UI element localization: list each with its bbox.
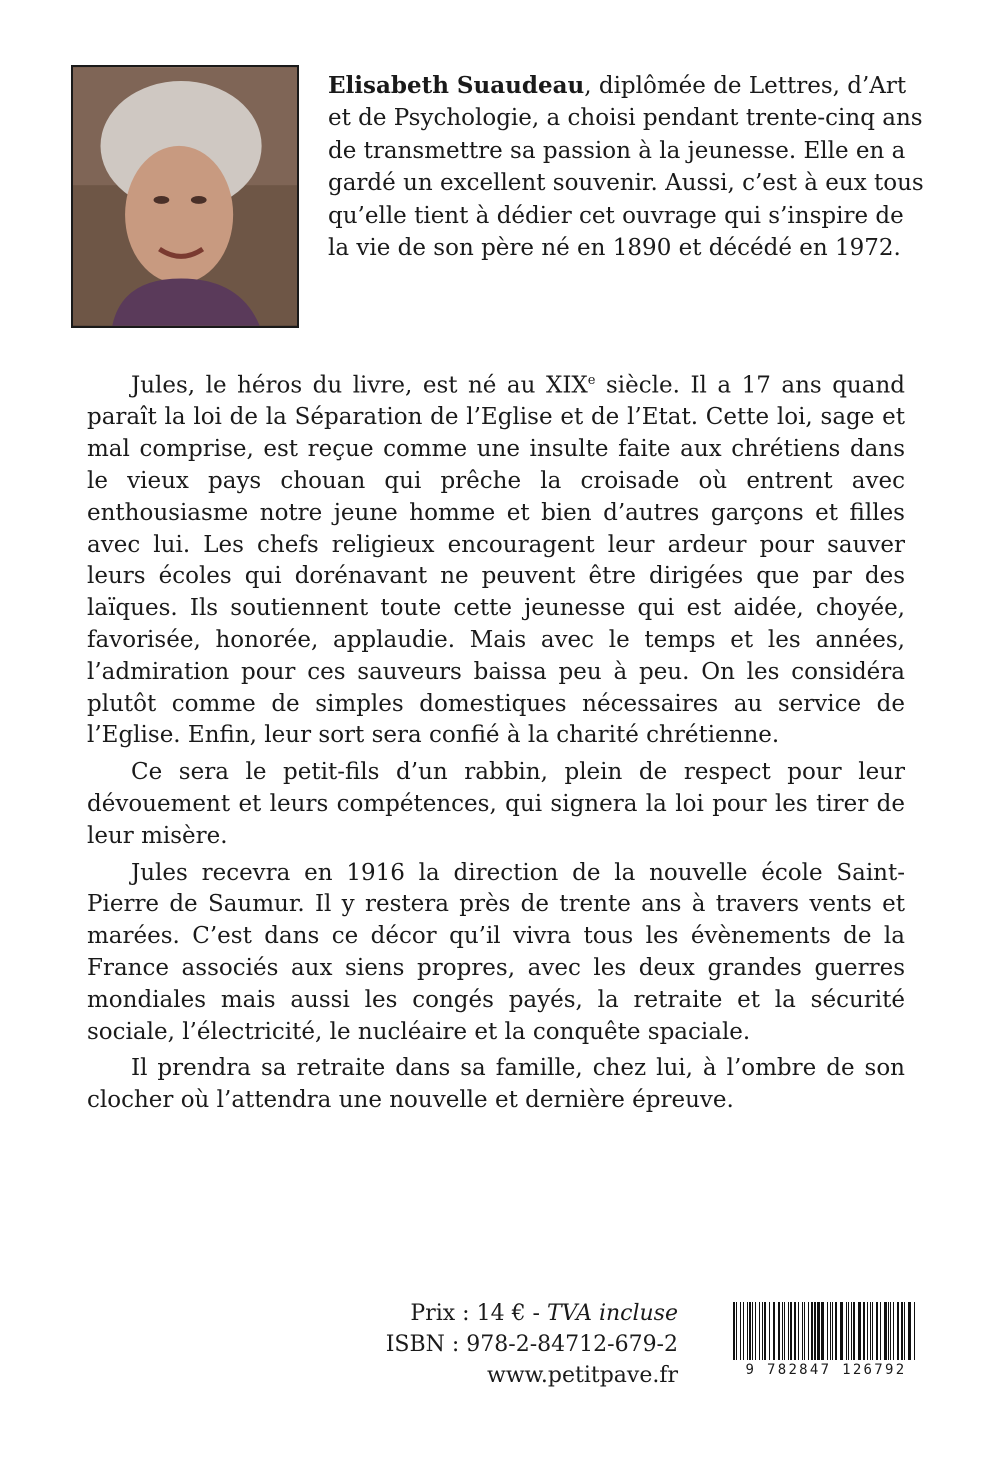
summary-paragraph-3: Jules recevra en 1916 la direction de la nouvelle école Saint-Pierre de Saumur. Il y restera près de trente ans à travers vents et marées. C’est dans ce décor qu’il vivra tous les évènements de la France associés aux siens propres, avec les deux grandes guerres mondiales mais aussi les congés payés, la retraite et la sécurité sociale, l’électricité, le nucléaire et la conquête spaciale. xyxy=(87,859,905,1045)
isbn: ISBN : 978-2-84712-679-2 xyxy=(385,1332,678,1357)
author-portrait-icon xyxy=(73,67,297,326)
barcode-bar xyxy=(863,1302,865,1360)
barcode-bar xyxy=(808,1302,809,1360)
barcode-icon xyxy=(731,1302,921,1360)
barcode-bar xyxy=(827,1302,828,1360)
barcode-bar xyxy=(851,1302,852,1360)
barcode-bar xyxy=(769,1302,770,1360)
barcode-bar xyxy=(814,1302,816,1360)
summary-paragraph-1-start: Jules, le héros du livre, est né au XIX xyxy=(131,372,588,399)
barcode-bar xyxy=(832,1302,833,1360)
barcode-bar xyxy=(782,1302,783,1360)
summary-paragraph-1-rest: siècle. Il a 17 ans quand paraît la loi de la Séparation de l’Eglise et de l’Etat. Cette loi, sage et mal comprise, est reçue comme une insulte faite aux chrétiens dans le vieux pays chouan qui prêche la croisade où entrent avec enthousiasme notre jeune homme et bien d’autres garçons et filles avec lui. Les chefs religieux encouragent leur ardeur pour sauver leurs écoles qui dorénavant ne peuvent être dirigées que par des laïques. Ils soutiennent toute cette jeunesse qui est aidée, choyée, favorisée, honorée, applaudie. Mais avec le temps et les années, l’admiration pour ces sauveurs baissa peu à peu. On les considéra plutôt comme de simples domestiques nécessaires au service de l’Eglise. Enfin, leur sort sera confié à la charité chrétienne. xyxy=(87,372,905,749)
barcode-bar xyxy=(743,1302,744,1360)
author-name: Elisabeth Suaudeau xyxy=(328,72,585,99)
price-line xyxy=(386,1298,678,1329)
barcode-bar xyxy=(848,1302,849,1360)
summary-paragraph-1 xyxy=(87,365,905,752)
barcode-bar xyxy=(811,1302,813,1360)
barcode-bar xyxy=(788,1302,789,1360)
barcode-bar xyxy=(901,1302,903,1360)
barcode-bar xyxy=(876,1302,878,1360)
barcode-bar xyxy=(784,1302,785,1360)
barcode-bar xyxy=(890,1302,891,1360)
barcode-bar xyxy=(821,1302,824,1360)
book-summary xyxy=(87,365,905,1122)
barcode-bar xyxy=(893,1302,894,1360)
summary-paragraph-4: Il prendra sa retraite dans sa famille, chez lui, à l’ombre de son clocher où l’attendra une nouvelle et dernière épreuve. xyxy=(87,1055,905,1114)
author-photo xyxy=(71,65,299,328)
barcode-bar xyxy=(794,1302,796,1360)
barcode-bar xyxy=(867,1302,868,1360)
barcode-bar xyxy=(914,1302,915,1360)
barcode-bar xyxy=(733,1302,735,1360)
barcode-bar xyxy=(884,1302,887,1360)
barcode-bar xyxy=(835,1302,837,1360)
barcode-bar xyxy=(740,1302,741,1360)
barcode-bar xyxy=(908,1302,911,1360)
barcode-bar xyxy=(830,1302,831,1360)
barcode-bar xyxy=(846,1302,847,1360)
barcode-bar xyxy=(872,1302,873,1360)
barcode-bar xyxy=(840,1302,843,1360)
barcode-bar xyxy=(752,1302,753,1360)
barcode-bar xyxy=(759,1302,760,1360)
barcode-bar xyxy=(817,1302,820,1360)
barcode-bar xyxy=(778,1302,780,1360)
summary-paragraph-2: Ce sera le petit-fils d’un rabbin, plein de respect pour leur dévouement et leurs compétences, qui signera la loi pour les tirer de leur misère. xyxy=(87,759,905,849)
barcode-bar xyxy=(747,1302,748,1360)
publisher-website: www.petitpave.fr xyxy=(487,1363,678,1388)
barcode-bar xyxy=(870,1302,871,1360)
author-bio xyxy=(328,70,928,264)
barcode-bar xyxy=(755,1302,756,1360)
barcode-bar xyxy=(853,1302,855,1360)
barcode-bar xyxy=(858,1302,861,1360)
publication-info xyxy=(386,1298,678,1391)
barcode-bar xyxy=(749,1302,751,1360)
barcode-bar xyxy=(880,1302,881,1360)
barcode-bar xyxy=(904,1302,905,1360)
barcode-digits: 9 782847 126792 xyxy=(745,1362,907,1378)
author-bio-text: , diplômée de Lettres, d’Art et de Psychologie, a choisi pendant trente-cinq ans de transmettre sa passion à la jeunesse. Elle en a gardé un excellent souvenir. Aussi, c’est à eux tous qu’elle tient à dédier cet ouvrage qui s’inspire de la vie de son père né en 1890 et décédé en 1972. xyxy=(328,73,924,262)
barcode-bar xyxy=(897,1302,899,1360)
barcode-bar xyxy=(790,1302,792,1360)
century-superscript: e xyxy=(587,373,596,388)
barcode-bar xyxy=(762,1302,763,1360)
tax-note: TVA incluse xyxy=(547,1301,678,1326)
barcode-bar xyxy=(736,1302,737,1360)
barcode-bar xyxy=(764,1302,766,1360)
price: Prix : 14 € - xyxy=(410,1301,547,1326)
barcode-bar xyxy=(802,1302,803,1360)
barcode-bar xyxy=(773,1302,775,1360)
barcode-bar xyxy=(798,1302,799,1360)
barcode-bar xyxy=(888,1302,889,1360)
isbn-barcode xyxy=(731,1302,921,1392)
barcode-bar xyxy=(804,1302,805,1360)
